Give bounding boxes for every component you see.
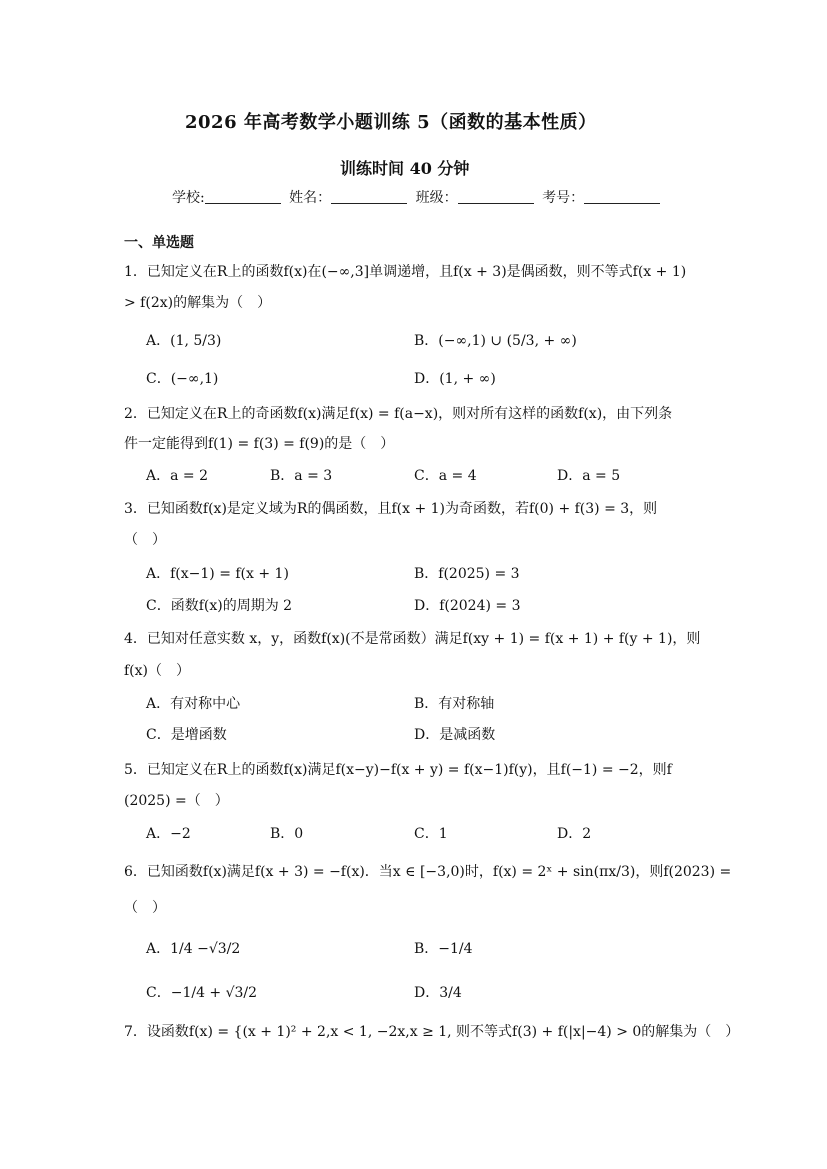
- section-heading: 一、单选题: [124, 235, 194, 251]
- question-6-option-d[interactable]: D．3/4: [414, 985, 462, 1001]
- question-2-line-2: 件一定能得到f(1) = f(3) = f(9)的是（ ）: [124, 436, 395, 452]
- question-3-option-a[interactable]: A．f(x−1) = f(x + 1): [146, 566, 289, 582]
- exam-number-label: 考号：: [542, 190, 585, 206]
- name-label: 姓名：: [289, 190, 332, 206]
- question-6-option-a[interactable]: A．1/4 −√3/2: [146, 941, 241, 957]
- question-5-option-a[interactable]: A．−2: [146, 826, 191, 842]
- question-2-line-1: 2．已知定义在R上的奇函数f(x)满足f(x) = f(a−x)，则对所有这样的函数f(x)，由下列条: [124, 406, 673, 422]
- question-2-option-c[interactable]: C．a = 4: [414, 468, 477, 484]
- question-5-line-2: (2025) =（ ）: [124, 793, 229, 809]
- question-5-option-d[interactable]: D．2: [557, 826, 592, 842]
- question-5-option-c[interactable]: C．1: [414, 826, 448, 842]
- question-4-option-d[interactable]: D．是减函数: [414, 727, 496, 743]
- question-4-option-c[interactable]: C．是增函数: [146, 727, 227, 743]
- class-blank[interactable]: [458, 189, 534, 204]
- question-1-option-a[interactable]: A．(1, 5/3): [146, 333, 222, 349]
- question-5-option-b[interactable]: B．0: [270, 826, 304, 842]
- class-label: 班级：: [415, 190, 458, 206]
- student-info-row: [172, 187, 664, 207]
- question-1-line-1: 1．已知定义在R上的函数f(x)在(−∞,3]单调递增，且f(x + 3)是偶函数，则不等式f(x + 1): [124, 264, 687, 280]
- question-3-option-d[interactable]: D．f(2024) = 3: [414, 598, 521, 614]
- question-6-option-b[interactable]: B．−1/4: [414, 941, 473, 957]
- question-5-line-1: 5．已知定义在R上的函数f(x)满足f(x−y)−f(x + y) = f(x−1)f(y)，且f(−1) = −2，则f: [124, 762, 672, 778]
- school-blank[interactable]: [205, 189, 281, 204]
- question-4-option-a[interactable]: A．有对称中心: [146, 696, 241, 712]
- question-1-option-b[interactable]: B．(−∞,1) ∪ (5/3, + ∞): [414, 333, 577, 349]
- page-subtitle: 训练时间 40 分钟: [340, 159, 470, 178]
- question-1-line-2: > f(2x)的解集为（ ）: [124, 295, 272, 311]
- question-7-line-1: 7．设函数f(x) = {(x + 1)² + 2,x < 1, −2x,x ≥ 1, 则不等式f(3) + f(|x|−4) > 0的解集为（ ）: [124, 1024, 740, 1040]
- question-4-option-b[interactable]: B．有对称轴: [414, 696, 495, 712]
- question-6-line-2: （ ）: [124, 900, 166, 916]
- question-3-option-c[interactable]: C．函数f(x)的周期为 2: [146, 598, 293, 614]
- question-3-line-1: 3．已知函数f(x)是定义域为R的偶函数，且f(x + 1)为奇函数，若f(0) + f(3) = 3，则: [124, 501, 658, 517]
- question-1-option-c[interactable]: C．(−∞,1): [146, 371, 219, 387]
- question-3-line-2: （ ）: [124, 532, 166, 548]
- question-2-option-d[interactable]: D．a = 5: [557, 468, 621, 484]
- exam-number-blank[interactable]: [584, 189, 660, 204]
- question-2-option-b[interactable]: B．a = 3: [270, 468, 333, 484]
- school-label: 学校:: [172, 190, 205, 206]
- question-3-option-b[interactable]: B．f(2025) = 3: [414, 566, 520, 582]
- question-2-option-a[interactable]: A．a = 2: [146, 468, 208, 484]
- page-title: 2026 年高考数学小题训练 5（函数的基本性质）: [185, 112, 597, 133]
- question-6-option-c[interactable]: C．−1/4 + √3/2: [146, 985, 258, 1001]
- question-6-line-1: 6．已知函数f(x)满足f(x + 3) = −f(x)．当x ∈ [−3,0)时，f(x) = 2ˣ + sin(πx/3)，则f(2023) =: [124, 864, 732, 880]
- question-4-line-2: f(x)（ ）: [124, 663, 191, 679]
- question-4-line-1: 4．已知对任意实数 x，y，函数f(x)(不是常函数）满足f(xy + 1) = f(x + 1) + f(y + 1)，则: [124, 631, 701, 647]
- question-1-option-d[interactable]: D．(1, + ∞): [414, 371, 496, 387]
- name-blank[interactable]: [331, 189, 407, 204]
